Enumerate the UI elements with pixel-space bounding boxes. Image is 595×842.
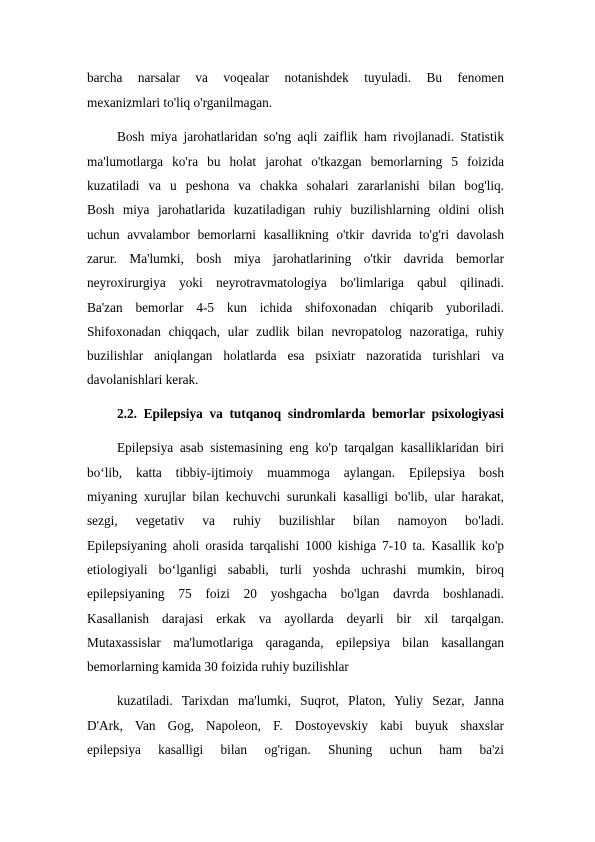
section-heading: 2.2. Epilepsiya va tutqanoq sindromlarda bemorlar psixologiyasi	[117, 406, 504, 421]
text-line: Bosh miya jarohatlarida kuzatiladigan ruhiy buzilishlarning oldini olish	[87, 202, 504, 217]
text-line: kuzatiladi va u peshona va chakka sohalari zararlanishi bilan bog'liq.	[87, 178, 504, 193]
text-line: zarur. Ma'lumki, bosh miya jarohatlarining o'tkir davrida bemorlar	[87, 251, 504, 266]
text-line: Kasallanish darajasi erkak va ayollarda deyarli bir xil tarqalgan.	[87, 611, 504, 626]
text-line: epilepsiya kasalligi bilan og'rigan. Shuning uchun ham ba'zi	[87, 742, 504, 757]
text-line: mexanizmlari to'liq o'rganilmagan.	[87, 95, 273, 110]
paragraph-first-line: kuzatiladi. Tarixdan ma'lumki, Suqrot, Platon, Yuliy Sezar, Janna	[117, 693, 504, 708]
text-line: buzilishlar aniqlangan holatlarda esa psixiatr nazoratida turishlari va	[87, 348, 504, 363]
text-line: Shifoxonadan chiqqach, ular zudlik bilan nevropatolog nazoratiga, ruhiy	[87, 324, 504, 339]
text-line: miyaning xurujlar bilan kechuvchi surunkali kasalligi bo'lib, ular harakat,	[87, 489, 504, 504]
text-line: bemorlarning kamida 30 foizida ruhiy buzilishlar	[87, 659, 349, 674]
text-line: Mutaxassislar ma'lumotlariga qaraganda, epilepsiya bilan kasallangan	[87, 635, 504, 650]
text-line: neyroxirurgiya yoki neyrotravmatologiya bo'limlariga qabul qilinadi.	[87, 275, 504, 290]
text-line: sezgi, vegetativ va ruhiy buzilishlar bilan namoyon bo'ladi.	[87, 513, 504, 528]
paragraph-first-line: Bosh miya jarohatlaridan so'ng aqli zaiflik ham rivojlanadi. Statistik	[117, 129, 504, 144]
paragraph-first-line: Epilepsiya asab sistemasining eng ko'p tarqalgan kasalliklaridan biri	[117, 440, 504, 455]
text-line: epilepsiyaning 75 foizi 20 yoshgacha bo'lgan davrda boshlanadi.	[87, 586, 504, 601]
text-line: D'Ark, Van Gog, Napoleon, F. Dostoyevskiy kabi buyuk shaxslar	[87, 718, 504, 733]
text-line: etiologiyali bo‘lganligi sababli, turli yoshda uchrashi mumkin, biroq	[87, 562, 504, 577]
text-line: Epilepsiyaning aholi orasida tarqalishi 1000 kishiga 7-10 ta. Kasallik ko'p	[87, 538, 504, 553]
text-line: Ba'zan bemorlar 4-5 kun ichida shifoxonadan chiqarib yuboriladi.	[87, 300, 504, 315]
text-line: ma'lumotlarga ko'ra bu holat jarohat o'tkazgan bemorlarning 5 foizida	[87, 154, 504, 169]
text-line: davolanishlari kerak.	[87, 372, 199, 387]
text-line: bo‘lib, katta tibbiy-ijtimoiy muammoga aylangan. Epilepsiya bosh	[87, 465, 504, 480]
text-line: barcha narsalar va voqealar notanishdek tuyuladi. Bu fenomen	[87, 70, 504, 85]
text-line: uchun avvalambor bemorlarni kasallikning o'tkir davrida to'g'ri davolash	[87, 227, 504, 242]
